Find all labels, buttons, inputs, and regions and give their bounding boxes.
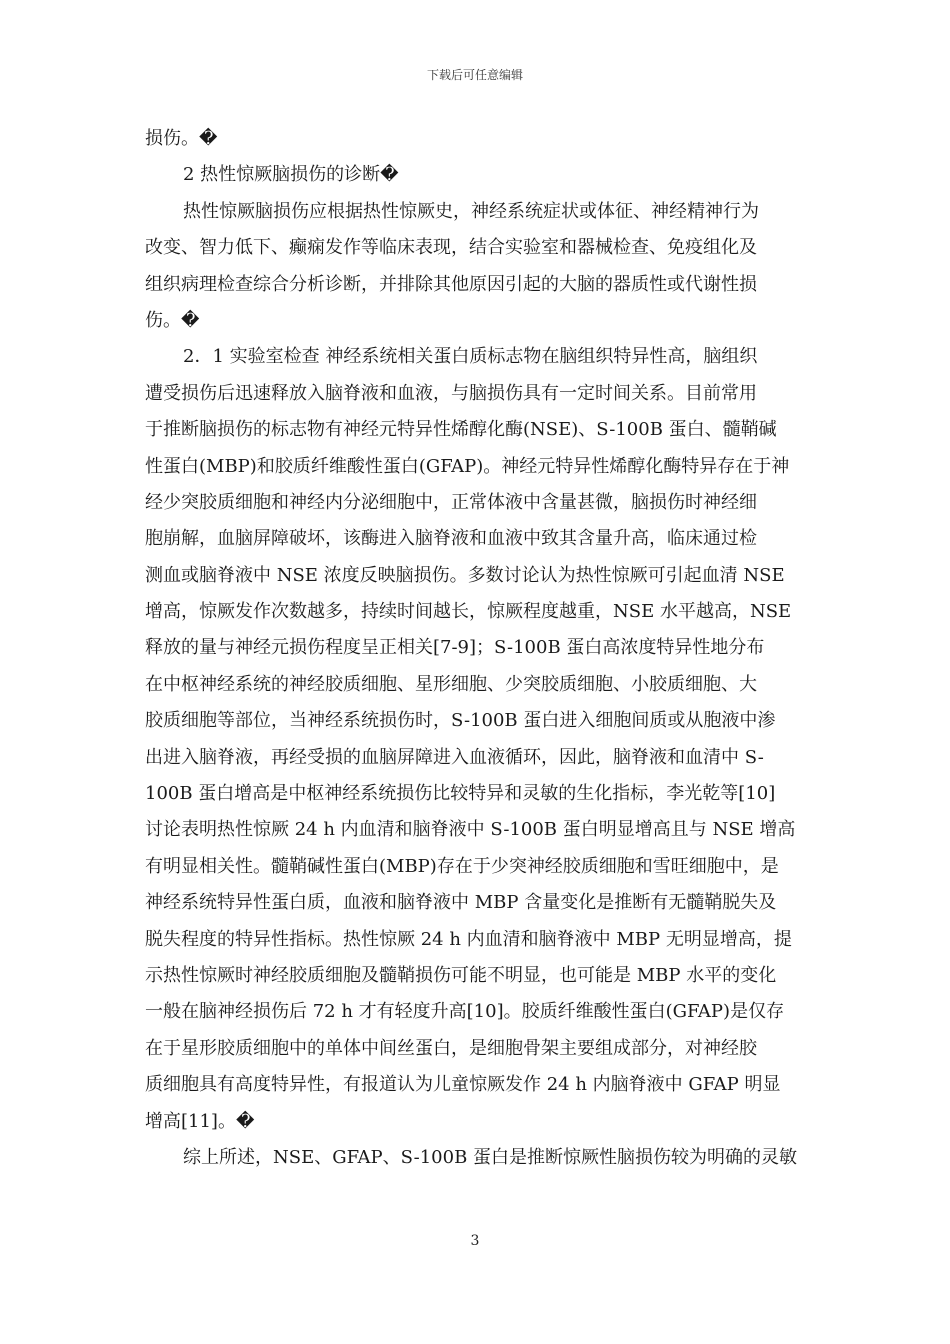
text-line: 组织病理检查综合分析诊断，并排除其他原因引起的大脑的器质性或代谢性损 [145,273,757,295]
text-line: 有明显相关性。髓鞘碱性蛋白(MBP)存在于少突神经胶质细胞和雪旺细胞中，是 [145,855,779,877]
text-line: 综上所述，NSE、GFAP、S-100B 蛋白是推断惊厥性脑损伤较为明确的灵敏 [183,1146,798,1168]
text-line: 伤。� [145,309,200,331]
text-line: 热性惊厥脑损伤应根据热性惊厥史，神经系统症状或体征、神经精神行为 [183,200,759,222]
document-body [145,121,806,1176]
text-line: 质细胞具有高度特异性，有报道认为儿童惊厥发作 24 h 内脑脊液中 GFAP 明显 [145,1074,781,1096]
text-line: 遭受损伤后迅速释放入脑脊液和血液，与脑损伤具有一定时间关系。目前常用 [145,382,757,404]
text-line: 示热性惊厥时神经胶质细胞及髓鞘损伤可能不明显，也可能是 MBP 水平的变化 [145,964,777,986]
text-line: 释放的量与神经元损伤程度呈正相关[7-9]；S-100B 蛋白高浓度特异性地分布 [145,637,765,659]
text-line: 胞崩解，血脑屏障破坏，该酶进入脑脊液和血液中致其含量升高，临床通过检 [145,528,757,550]
text-line: 出进入脑脊液，再经受损的血脑屏障进入血液循环，因此，脑脊液和血清中 S- [145,746,764,768]
text-line: 经少突胶质细胞和神经内分泌细胞中，正常体液中含量甚微，脑损伤时神经细 [145,491,757,513]
text-line: 讨论表明热性惊厥 24 h 内血清和脑脊液中 S-100B 蛋白明显增高且与 NSE 增高 [145,819,796,841]
text-line: 性蛋白(MBP)和胶质纤维酸性蛋白(GFAP)。神经元特异性烯醇化酶特异存在于神 [145,455,790,477]
text-line: 2 热性惊厥脑损伤的诊断� [183,164,399,186]
page-number: 3 [470,1233,480,1249]
text-line: 于推断脑损伤的标志物有神经元特异性烯醇化酶(NSE)、S-100B 蛋白、髓鞘碱 [145,419,777,441]
text-line: 在中枢神经系统的神经胶质细胞、星形细胞、少突胶质细胞、小胶质细胞、大 [145,673,757,695]
text-line: 胶质细胞等部位，当神经系统损伤时，S-100B 蛋白进入细胞间质或从胞液中渗 [145,710,776,732]
text-line: 增高[11]。� [145,1110,255,1132]
text-line: 测血或脑脊液中 NSE 浓度反映脑损伤。多数讨论认为热性惊厥可引起血清 NSE [145,564,785,586]
text-line: 损伤。� [145,128,218,149]
text-line: 神经系统特异性蛋白质，血液和脑脊液中 MBP 含量变化是推断有无髓鞘脱失及 [145,892,777,914]
page-header: 下载后可任意编辑 [426,68,523,82]
text-line: 脱失程度的特异性指标。热性惊厥 24 h 内血清和脑脊液中 MBP 无明显增高，提 [145,928,792,950]
text-line: 100B 蛋白增高是中枢神经系统损伤比较特异和灵敏的生化指标，李光乾等[10] [145,783,776,805]
text-line: 一般在脑神经损伤后 72 h 才有轻度升高[10]。胶质纤维酸性蛋白(GFAP)是仅存 [145,1001,785,1023]
text-line: 在于星形胶质细胞中的单体中间丝蛋白，是细胞骨架主要组成部分，对神经胶 [145,1037,757,1059]
text-line: 增高，惊厥发作次数越多，持续时间越长，惊厥程度越重，NSE 水平越高，NSE [145,601,792,623]
text-line: 改变、智力低下、癫痫发作等临床表现，结合实验室和器械检查、免疫组化及 [145,237,757,259]
text-line: 2．1 实验室检查 神经系统相关蛋白质标志物在脑组织特异性高，脑组织 [183,346,758,368]
